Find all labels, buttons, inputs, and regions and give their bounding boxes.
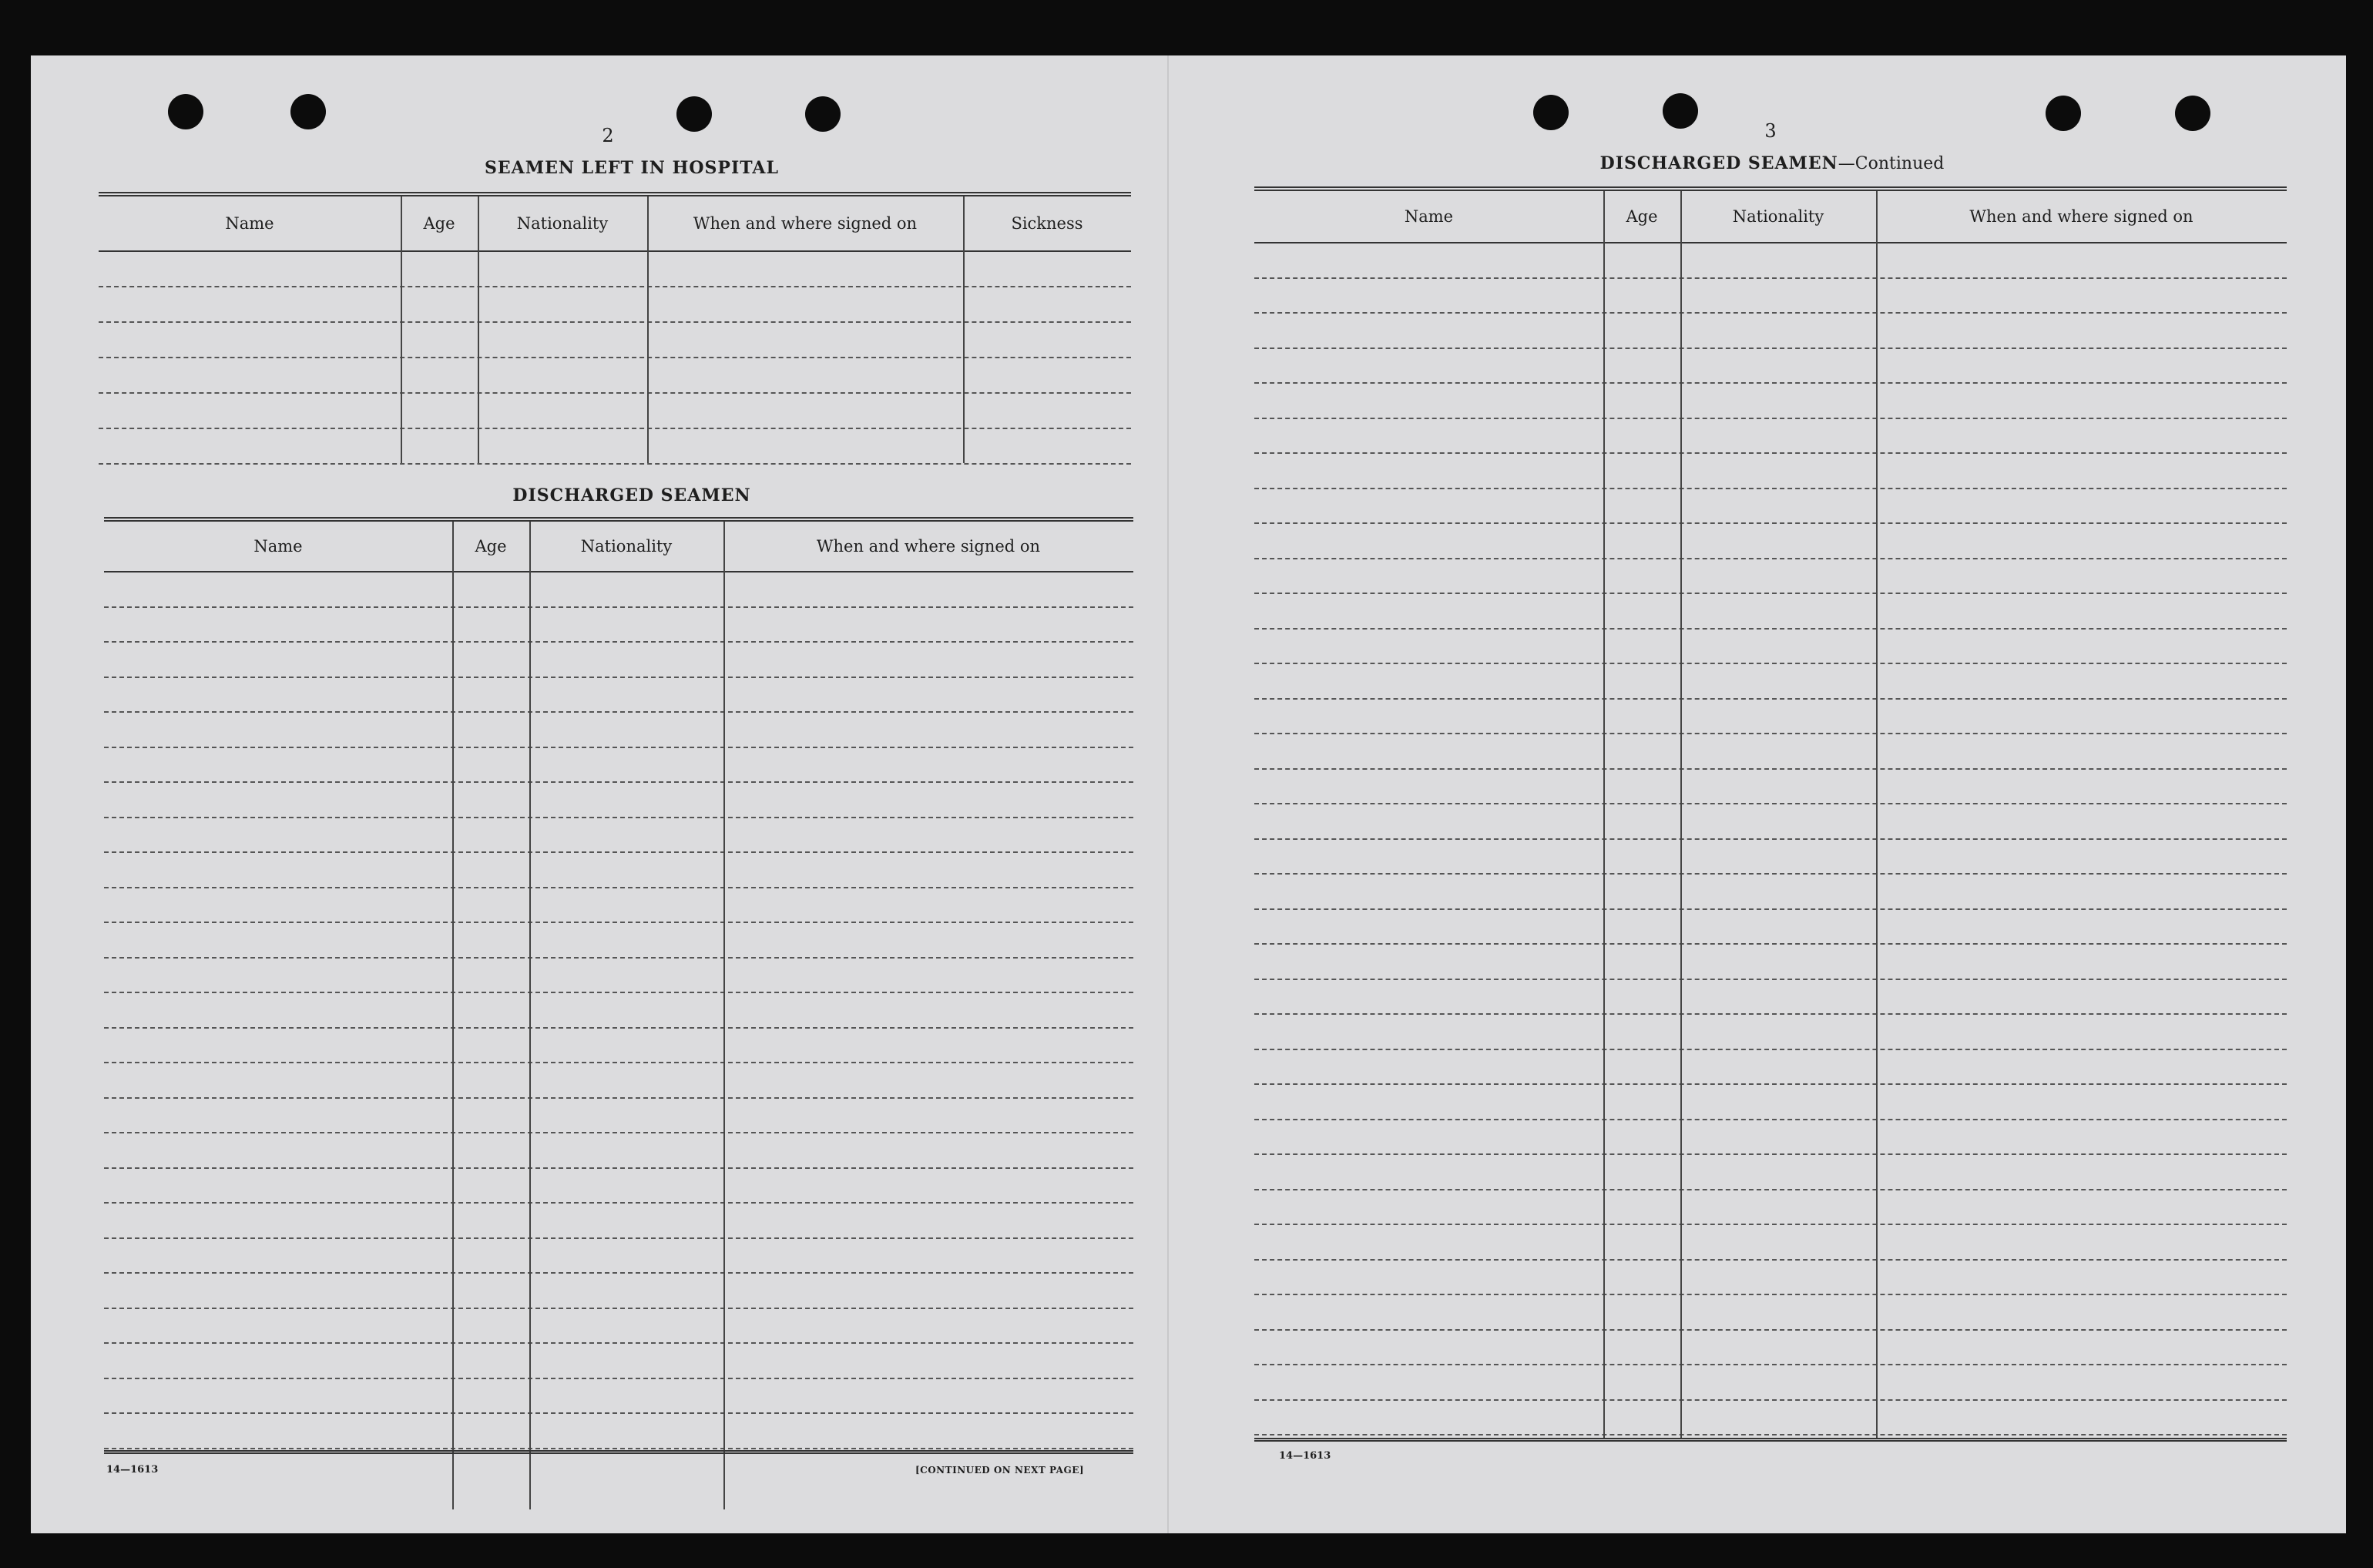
table-row [1254,384,2287,419]
table-row [1254,1365,2287,1401]
table-row [104,643,1133,678]
table-row [1254,1085,2287,1120]
table-row [1254,945,2287,980]
table-row [1254,1401,2287,1436]
punch-hole [1663,93,1698,129]
column-divider [1680,191,1682,1439]
table-row [99,429,1131,465]
discharged-continued-title-main: DISCHARGED SEAMEN [1599,153,1838,173]
table-row [1254,594,2287,630]
table-row [104,572,1133,608]
table-row [104,818,1133,854]
table-row [104,923,1133,959]
column-header-name: Name [253,537,303,556]
left-page-number: 2 [602,125,614,146]
hospital-table [99,192,1131,465]
table-row [104,1344,1133,1379]
column-header-age: Age [423,214,455,233]
table-row [104,959,1133,994]
table-row [104,1379,1133,1415]
discharged-continued-title-suffix: —Continued [1838,154,1945,173]
table-row [99,358,1131,394]
column-header-signed-on: When and where signed on [816,537,1041,556]
punch-hole [168,94,203,129]
table-row [1254,524,2287,559]
table-row [1254,700,2287,735]
punch-hole [2175,96,2210,131]
table-row [99,287,1131,323]
table-row [1254,770,2287,805]
right-bottom-rule [1254,1438,2287,1442]
column-header-age: Age [475,537,507,556]
column-divider [452,522,454,1509]
punch-hole [2046,96,2081,131]
column-divider [401,196,402,463]
continued-note: [CONTINUED ON NEXT PAGE] [915,1465,1085,1476]
table-row [1254,243,2287,279]
table-row [1254,980,2287,1016]
column-header-nationality: Nationality [580,537,673,556]
table-row [104,1414,1133,1449]
table-row [104,1169,1133,1204]
column-header-nationality: Nationality [1732,207,1824,226]
table-row [1254,1225,2287,1261]
table-row [1254,1331,2287,1366]
discharged-continued-title [1572,153,1972,173]
punch-hole [1533,95,1569,130]
punch-hole [290,94,326,129]
column-divider [963,196,965,463]
table-row [99,394,1131,429]
discharged-section-title: DISCHARGED SEAMEN [512,485,751,505]
discharged-table-body [104,572,1133,1449]
table-row [1254,419,2287,455]
table-row [104,678,1133,713]
table-row [104,748,1133,784]
table-row [1254,1295,2287,1331]
column-header-nationality: Nationality [516,214,609,233]
table-row [1254,875,2287,910]
table-row [104,1204,1133,1239]
table-row [99,323,1131,358]
table-row [1254,1190,2287,1226]
left-bottom-rule [104,1450,1133,1454]
table-row [1254,1261,2287,1296]
discharged-table-header [104,522,1133,572]
discharged-table [104,517,1133,1449]
table-row [1254,840,2287,875]
table-row [104,1063,1133,1099]
table-row [104,1133,1133,1169]
table-row [104,1309,1133,1345]
table-row [104,1099,1133,1134]
column-divider [1603,191,1605,1439]
table-row [1254,664,2287,700]
column-header-sickness: Sickness [1011,214,1083,233]
table-row [104,783,1133,818]
page-fold [1167,55,1169,1533]
column-divider [723,522,725,1509]
table-row [1254,559,2287,595]
hospital-section-title: SEAMEN LEFT IN HOSPITAL [485,158,779,178]
table-row [104,853,1133,888]
column-header-signed-on: When and where signed on [693,214,918,233]
column-header-name: Name [1404,207,1454,226]
column-divider [529,522,531,1509]
punch-hole [805,96,841,132]
left-form-number: 14—1613 [106,1464,159,1476]
discharged-continued-table-body [1254,243,2287,1435]
table-row [104,1029,1133,1064]
table-row [1254,489,2287,525]
column-header-signed-on: When and where signed on [1969,207,2193,226]
table-row [1254,454,2287,489]
column-divider [1876,191,1878,1439]
table-row [1254,734,2287,770]
table-row [104,1239,1133,1274]
table-row [1254,314,2287,349]
column-header-age: Age [1626,207,1658,226]
punch-hole [676,96,712,132]
table-row [1254,1050,2287,1086]
table-row [104,713,1133,748]
table-row [104,608,1133,643]
right-form-number: 14—1613 [1279,1450,1331,1462]
table-row [1254,630,2287,665]
table-row [104,1274,1133,1309]
table-row [1254,1015,2287,1050]
column-divider [647,196,649,463]
right-page-number: 3 [1764,120,1777,142]
hospital-table-header [99,196,1131,252]
hospital-table-body [99,252,1131,465]
table-row [104,888,1133,924]
discharged-continued-table-header [1254,191,2287,243]
discharged-continued-table [1254,186,2287,1435]
table-row [1254,349,2287,384]
table-row [1254,279,2287,314]
column-divider [478,196,479,463]
table-row [1254,1120,2287,1156]
table-row [104,993,1133,1029]
table-row [1254,910,2287,945]
table-row [1254,804,2287,840]
table-row [99,252,1131,287]
form-sheet [31,55,2346,1533]
table-row [1254,1155,2287,1190]
column-header-name: Name [225,214,274,233]
